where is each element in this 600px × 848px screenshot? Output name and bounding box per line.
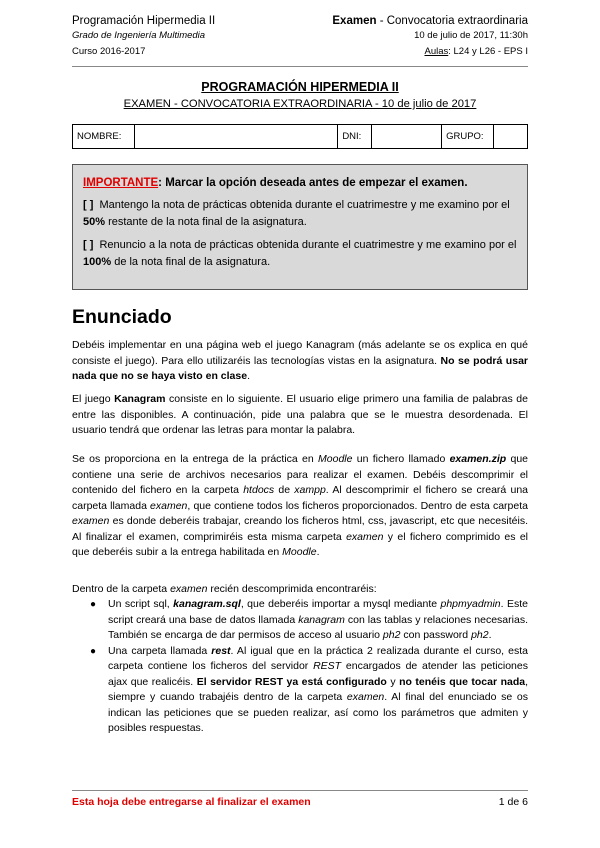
footer-notice: Esta hoja debe entregarse al finalizar el examen [72,796,311,808]
paragraph-intro: Debéis implementar en una página web el juego Kanagram (más adelante se os explica en qué consiste el juego). Para ello utilizaréis las tecnologías vistas en la asignatura. No se podrá usar nada que no se haya visto en clase. [72,339,528,382]
paragraph-folder-contents: Dentro de la carpeta examen recién descomprimida encontraréis: [72,583,377,595]
exam-date: 10 de julio de 2017, 11:30h [414,30,528,41]
paragraph-files: Se os proporciona en la entrega de la práctica en Moodle un fichero llamado examen.zip que contiene una serie de archivos necesarios para realizar el examen. Debéis descomprimir el contenido del fichero en la carpeta htdocs de xampp. Al descomprimir el fichero se creará una carpeta llamada examen, que contiene todos los ficheros proporcionados. Dentro de esta carpeta examen es donde deberéis trabajar, creando los ficheros html, css, javascript, etc que necesitéis. Al finalizar el examen, comprimiréis esta misma carpeta examen y el fichero comprimido es el que deberéis subir a la entrega habilitada en Moodle. [72,453,529,558]
checkbox-option-1[interactable]: [ ] [83,199,94,211]
header-divider [72,66,528,67]
paragraph-game-description: El juego Kanagram consiste en lo siguiente. El usuario elige primero una familia de palabras de entre las disponibles. A continuación, pide una palabra que se le muestra desordenada. El usuario tendrá que ordenar las letras para montar la palabra. [72,393,528,436]
bullet-icon: ● [90,599,97,610]
group-label: GRUPO: [442,125,494,149]
exam-label: Examen - Convocatoria extraordinaria [332,15,528,27]
dni-field[interactable] [372,125,442,149]
name-label: NOMBRE: [73,125,135,149]
document-title: PROGRAMACIÓN HIPERMEDIA II [201,80,399,94]
student-id-table [72,124,528,149]
section-heading: Enunciado [72,306,172,328]
header-left [72,14,292,60]
option-renounce-practice-grade[interactable]: [ ] Renuncio a la nota de prácticas obtenida durante el cuatrimestre y me examino por el 100% de la nota final de la asignatura. [83,239,517,268]
important-heading: IMPORTANTE: Marcar la opción deseada antes de empezar el examen. [83,177,468,189]
name-field[interactable] [134,125,337,149]
group-field[interactable] [494,125,528,149]
academic-year: Curso 2016-2017 [72,46,146,57]
option-keep-practice-grade[interactable]: [ ] Mantengo la nota de prácticas obtenida durante el cuatrimestre y me examino por el 50% restante de la nota final de la asignatura. [83,199,510,228]
page-number: 1 de 6 [498,796,528,808]
exam-rooms: Aulas: L24 y L26 - EPS I [424,46,528,57]
degree-name: Grado de Ingeniería Multimedia [72,30,206,41]
footer-divider [72,790,528,791]
list-item: ● Una carpeta llamada rest. Al igual que en la práctica 2 realizada durante el curso, esta carpeta contiene los ficheros del servidor REST encargados de atender las peticiones ajax que realicéis. El servidor REST ya está configurado y no tenéis que tocar nada, siempre y cuando trabajéis dentro de la carpeta examen. Al final del enunciado se os indican las peticiones que se pueden realizar, así como los parámetros que admiten y posibles respuestas. [90,644,528,734]
important-notice-box [72,164,528,290]
course-title: Programación Hipermedia II [72,15,216,27]
dni-label: DNI: [338,125,372,149]
list-item: ● Un script sql, kanagram.sql, que deberéis importar a mysql mediante phpmyadmin. Este script creará una base de datos llamada kanagram con las tablas y relaciones necesarias. También se encarga de dar permisos de acceso al usuario ph2 con password ph2. [90,598,528,641]
header-right [288,14,528,60]
bullet-icon: ● [90,645,97,657]
checkbox-option-2[interactable]: [ ] [83,239,94,251]
contents-list [90,597,528,737]
document-subtitle: EXAMEN - CONVOCATORIA EXTRAORDINARIA - 10 de julio de 2017 [123,98,477,110]
